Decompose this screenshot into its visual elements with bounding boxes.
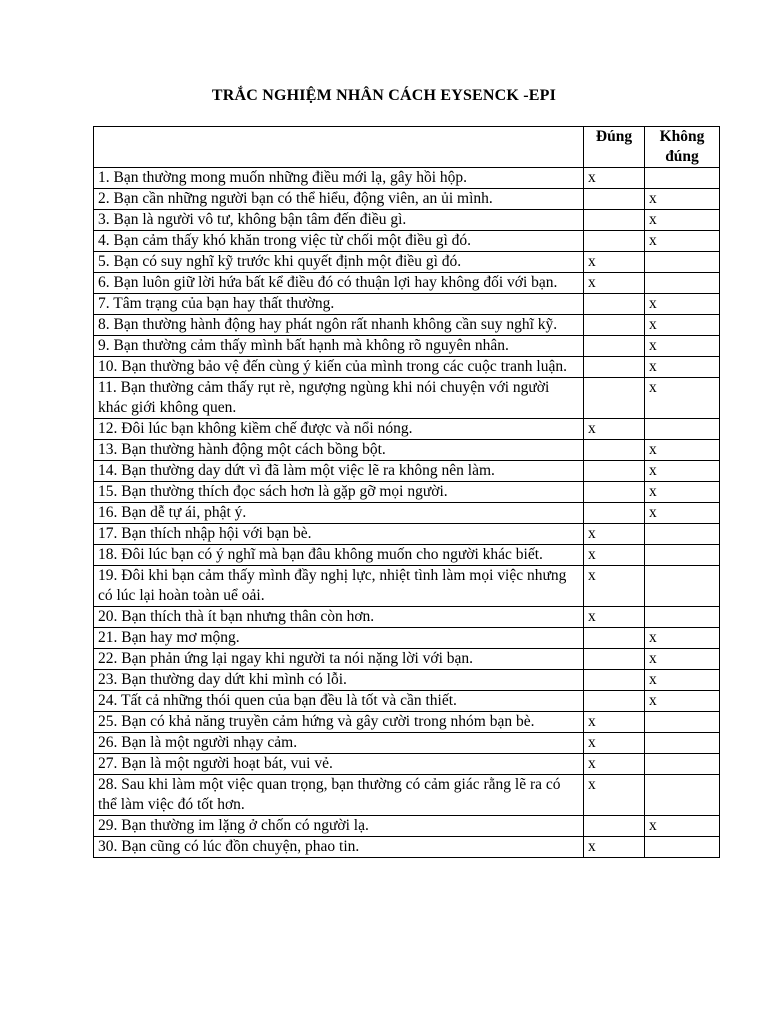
question-text: 20. Bạn thích thà ít bạn nhưng thân còn hơn. xyxy=(94,607,584,628)
question-text: 26. Bạn là một người nhạy cảm. xyxy=(94,733,584,754)
answer-yes-cell xyxy=(584,315,645,336)
question-text: 21. Bạn hay mơ mộng. xyxy=(94,628,584,649)
answer-no-cell xyxy=(645,607,720,628)
table-row xyxy=(94,628,720,649)
answer-yes-cell: x xyxy=(584,545,645,566)
answer-yes-cell: x xyxy=(584,775,645,816)
header-yes: Đúng xyxy=(584,127,645,168)
answer-yes-cell: x xyxy=(584,524,645,545)
table-row xyxy=(94,440,720,461)
answer-no-cell: x xyxy=(645,231,720,252)
question-text: 19. Đôi khi bạn cảm thấy mình đầy nghị lực, nhiệt tình làm mọi việc nhưng có lúc lại hoàn toàn uể oải. xyxy=(94,566,584,607)
answer-yes-cell: x xyxy=(584,607,645,628)
table-row xyxy=(94,775,720,816)
question-text: 22. Bạn phản ứng lại ngay khi người ta nói nặng lời với bạn. xyxy=(94,649,584,670)
answer-no-cell: x xyxy=(645,336,720,357)
answer-yes-cell: x xyxy=(584,754,645,775)
answer-yes-cell xyxy=(584,628,645,649)
answer-yes-cell: x xyxy=(584,733,645,754)
table-row xyxy=(94,378,720,419)
table-row xyxy=(94,837,720,858)
table-row xyxy=(94,168,720,189)
table-row xyxy=(94,189,720,210)
answer-yes-cell xyxy=(584,649,645,670)
answer-no-cell xyxy=(645,273,720,294)
answer-yes-cell xyxy=(584,189,645,210)
answer-yes-cell: x xyxy=(584,252,645,273)
answer-yes-cell xyxy=(584,816,645,837)
table-row xyxy=(94,419,720,440)
answer-no-cell xyxy=(645,419,720,440)
question-text: 17. Bạn thích nhập hội với bạn bè. xyxy=(94,524,584,545)
answer-yes-cell xyxy=(584,691,645,712)
table-row xyxy=(94,357,720,378)
answer-no-cell: x xyxy=(645,628,720,649)
answer-no-cell xyxy=(645,754,720,775)
table-row xyxy=(94,649,720,670)
table-row xyxy=(94,231,720,252)
answer-no-cell: x xyxy=(645,440,720,461)
answer-yes-cell xyxy=(584,336,645,357)
table-row xyxy=(94,712,720,733)
question-text: 2. Bạn cần những người bạn có thể hiểu, động viên, an ủi mình. xyxy=(94,189,584,210)
header-question xyxy=(94,127,584,168)
table-row xyxy=(94,482,720,503)
answer-no-cell: x xyxy=(645,315,720,336)
question-text: 14. Bạn thường day dứt vì đã làm một việc lẽ ra không nên làm. xyxy=(94,461,584,482)
question-text: 12. Đôi lúc bạn không kiềm chế được và nổi nóng. xyxy=(94,419,584,440)
table-row xyxy=(94,252,720,273)
answer-yes-cell: x xyxy=(584,273,645,294)
answer-no-cell xyxy=(645,252,720,273)
question-text: 10. Bạn thường bảo vệ đến cùng ý kiến của mình trong các cuộc tranh luận. xyxy=(94,357,584,378)
table-row xyxy=(94,503,720,524)
table-row xyxy=(94,566,720,607)
question-text: 29. Bạn thường im lặng ở chốn có người lạ. xyxy=(94,816,584,837)
table-row xyxy=(94,733,720,754)
table-header-row xyxy=(94,127,720,168)
question-text: 3. Bạn là người vô tư, không bận tâm đến điều gì. xyxy=(94,210,584,231)
answer-no-cell: x xyxy=(645,461,720,482)
question-text: 30. Bạn cũng có lúc đồn chuyện, phao tin. xyxy=(94,837,584,858)
answer-no-cell: x xyxy=(645,670,720,691)
table-row xyxy=(94,691,720,712)
answer-no-cell: x xyxy=(645,482,720,503)
table-row xyxy=(94,294,720,315)
question-text: 5. Bạn có suy nghĩ kỹ trước khi quyết định một điều gì đó. xyxy=(94,252,584,273)
question-text: 6. Bạn luôn giữ lời hứa bất kể điều đó có thuận lợi hay không đối với bạn. xyxy=(94,273,584,294)
question-text: 8. Bạn thường hành động hay phát ngôn rất nhanh không cần suy nghĩ kỹ. xyxy=(94,315,584,336)
answer-yes-cell xyxy=(584,440,645,461)
answer-yes-cell xyxy=(584,378,645,419)
question-text: 23. Bạn thường day dứt khi mình có lỗi. xyxy=(94,670,584,691)
table-row xyxy=(94,461,720,482)
answer-no-cell: x xyxy=(645,503,720,524)
answer-no-cell xyxy=(645,775,720,816)
answer-yes-cell xyxy=(584,461,645,482)
question-text: 15. Bạn thường thích đọc sách hơn là gặp gỡ mọi người. xyxy=(94,482,584,503)
table-row xyxy=(94,754,720,775)
table-row xyxy=(94,524,720,545)
answer-no-cell: x xyxy=(645,294,720,315)
question-text: 13. Bạn thường hành động một cách bồng bột. xyxy=(94,440,584,461)
table-row xyxy=(94,315,720,336)
question-text: 1. Bạn thường mong muốn những điều mới lạ, gây hồi hộp. xyxy=(94,168,584,189)
table-row xyxy=(94,545,720,566)
answer-no-cell: x xyxy=(645,210,720,231)
answer-no-cell xyxy=(645,168,720,189)
answer-no-cell: x xyxy=(645,357,720,378)
answer-yes-cell xyxy=(584,294,645,315)
question-text: 28. Sau khi làm một việc quan trọng, bạn thường có cảm giác rằng lẽ ra có thể làm việc đó tốt hơn. xyxy=(94,775,584,816)
question-text: 16. Bạn dễ tự ái, phật ý. xyxy=(94,503,584,524)
answer-no-cell xyxy=(645,733,720,754)
answer-no-cell xyxy=(645,566,720,607)
answer-no-cell: x xyxy=(645,378,720,419)
table-row xyxy=(94,670,720,691)
answer-yes-cell: x xyxy=(584,837,645,858)
table-row xyxy=(94,210,720,231)
question-text: 11. Bạn thường cảm thấy rụt rè, ngượng ngùng khi nói chuyện với người khác giới không quen. xyxy=(94,378,584,419)
question-text: 18. Đôi lúc bạn có ý nghĩ mà bạn đâu không muốn cho người khác biết. xyxy=(94,545,584,566)
answer-no-cell: x xyxy=(645,649,720,670)
page-title: TRẮC NGHIỆM NHÂN CÁCH EYSENCK -EPI xyxy=(211,87,557,104)
question-text: 7. Tâm trạng của bạn hay thất thường. xyxy=(94,294,584,315)
answer-yes-cell: x xyxy=(584,712,645,733)
answer-yes-cell xyxy=(584,231,645,252)
table-row xyxy=(94,273,720,294)
question-text: 24. Tất cả những thói quen của bạn đều là tốt và cần thiết. xyxy=(94,691,584,712)
answer-yes-cell xyxy=(584,482,645,503)
question-text: 4. Bạn cảm thấy khó khăn trong việc từ chối một điều gì đó. xyxy=(94,231,584,252)
answer-no-cell xyxy=(645,545,720,566)
answer-no-cell: x xyxy=(645,189,720,210)
question-text: 27. Bạn là một người hoạt bát, vui vẻ. xyxy=(94,754,584,775)
answer-no-cell: x xyxy=(645,816,720,837)
answer-yes-cell: x xyxy=(584,419,645,440)
answer-yes-cell xyxy=(584,357,645,378)
table-row xyxy=(94,816,720,837)
answer-yes-cell xyxy=(584,503,645,524)
answer-yes-cell: x xyxy=(584,566,645,607)
answer-yes-cell xyxy=(584,670,645,691)
answer-no-cell xyxy=(645,837,720,858)
questionnaire-table xyxy=(93,126,720,858)
question-text: 25. Bạn có khả năng truyền cảm hứng và gây cười trong nhóm bạn bè. xyxy=(94,712,584,733)
table-body xyxy=(94,168,720,858)
table-row xyxy=(94,336,720,357)
answer-no-cell: x xyxy=(645,691,720,712)
answer-yes-cell xyxy=(584,210,645,231)
answer-no-cell xyxy=(645,524,720,545)
header-no: Không đúng xyxy=(645,127,720,168)
question-text: 9. Bạn thường cảm thấy mình bất hạnh mà không rõ nguyên nhân. xyxy=(94,336,584,357)
answer-yes-cell: x xyxy=(584,168,645,189)
table-row xyxy=(94,607,720,628)
answer-no-cell xyxy=(645,712,720,733)
